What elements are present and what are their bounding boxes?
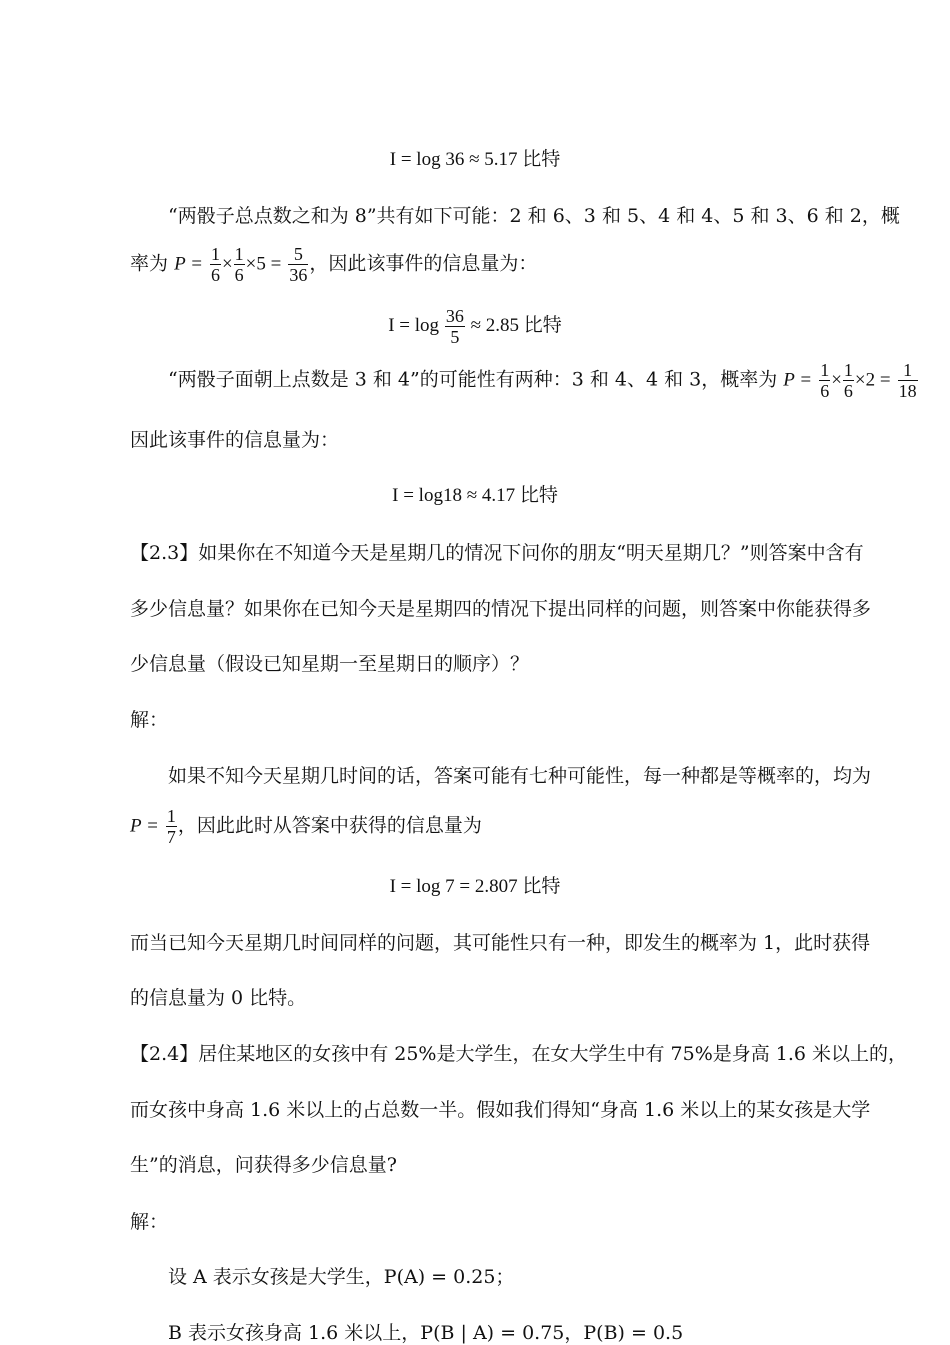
fraction: $\frac{1}{6}$ — [820, 360, 830, 401]
question-2-3-line3: 少信息量（假设已知星期一至星期日的顺序）？ — [130, 653, 530, 675]
question-2-3-line2: 多少信息量？如果你在已知今天是星期四的情况下提出同样的问题，则答案中你能获得多 — [130, 598, 872, 620]
question-2-4-line2: 而女孩中身高 1.6 米以上的占总数一半。假如我们得知“身高 1.6 米以上的某女孩是大学 — [130, 1099, 871, 1121]
equation-log18: I = log18 ≈ 4.17 比特 — [392, 485, 558, 506]
solution-label: 解： — [130, 709, 169, 731]
prob-symbol: P = — [783, 369, 813, 391]
equation-log36-5 — [0, 306, 950, 347]
fraction: $\frac{1}{7}$ — [166, 806, 176, 847]
paragraph-3and4 — [168, 360, 950, 401]
text: I = log — [388, 314, 440, 336]
multiplier: ×5 = — [245, 253, 282, 275]
multiplier: ×2 = — [854, 369, 891, 391]
solution-2-4-line2: B 表示女孩身高 1.6 米以上，P(B | A) = 0.75，P(B) = 0.5 — [168, 1322, 684, 1344]
equation-log36: I = log 36 ≈ 5.17 比特 — [389, 149, 561, 170]
question-2-4-line1: 【2.4】居住某地区的女孩中有 25%是大学生，在女大学生中有 75%是身高 1.6 米以上的， — [130, 1043, 908, 1065]
paragraph-sum8-probability — [130, 244, 950, 285]
times-sign: × — [221, 253, 233, 275]
text: 率为 — [130, 252, 169, 275]
prob-symbol: P = — [130, 815, 159, 837]
text: ，因此该事件的信息量为： — [309, 252, 538, 275]
solution-2-3-line1: 如果不知今天星期几时间的话，答案可能有七种可能性，每一种都是等概率的，均为 — [168, 765, 872, 787]
prob-symbol: P = — [174, 253, 203, 275]
fraction: $\frac{1}{6}$ — [843, 360, 853, 401]
text: ≈ 2.85 比特 — [470, 314, 562, 336]
fraction: $\frac{1}{18}$ — [898, 360, 917, 401]
text: “两骰子面朝上点数是 3 和 4”的可能性有两种：3 和 4、4 和 3，概率为 — [168, 368, 778, 391]
question-2-3-line1: 【2.3】如果你在不知道今天是星期几的情况下问你的朋友“明天星期几？”则答案中含有 — [130, 542, 864, 564]
paragraph-sum8: “两骰子总点数之和为 8”共有如下可能：2 和 6、3 和 5、4 和 4、5 和 3、6 和 2，概 — [168, 205, 900, 227]
fraction: $\frac{36}{5}$ — [445, 306, 464, 347]
solution-2-4-line1: 设 A 表示女孩是大学生，P(A) = 0.25； — [168, 1266, 515, 1288]
question-2-4-line3: 生”的消息，问获得多少信息量? — [130, 1154, 397, 1176]
solution-label-2: 解： — [130, 1211, 169, 1233]
solution-2-3-line3: 而当已知今天星期几时间同样的问题，其可能性只有一种，即发生的概率为 1，此时获得 — [130, 932, 871, 954]
times-sign: × — [831, 369, 842, 391]
fraction: $\frac{5}{36}$ — [289, 244, 308, 285]
fraction: $\frac{1}{6}$ — [234, 244, 244, 285]
text: ，因此此时从答案中获得的信息量为 — [177, 814, 482, 837]
solution-2-3-line4: 的信息量为 0 比特。 — [130, 987, 307, 1009]
paragraph-info-amount: 因此该事件的信息量为： — [130, 429, 340, 451]
equation-log7: I = log 7 = 2.807 比特 — [389, 876, 561, 897]
solution-2-3-probability — [130, 806, 950, 847]
fraction: $\frac{1}{6}$ — [210, 244, 220, 285]
